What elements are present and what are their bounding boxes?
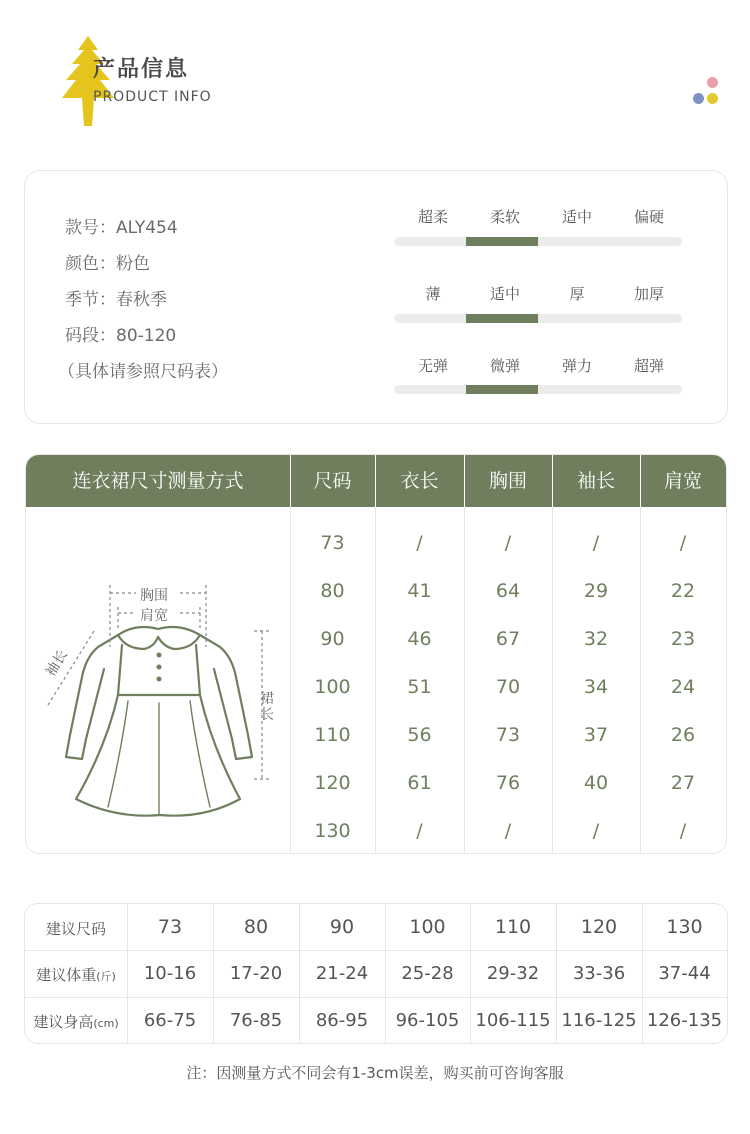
table-cell: 110 bbox=[494, 916, 532, 938]
table-cell: / bbox=[592, 820, 600, 842]
header-divider bbox=[290, 455, 291, 507]
table-cell: 106-115 bbox=[475, 1010, 551, 1031]
thickness-label-2: 适中 bbox=[489, 285, 520, 303]
table-cell: 100 bbox=[409, 916, 446, 938]
table-cell: 17-20 bbox=[229, 963, 283, 984]
row-label-weight bbox=[25, 964, 127, 985]
header-size: 尺码 bbox=[313, 470, 352, 492]
softness-label-1: 超柔 bbox=[417, 208, 448, 226]
chest-label: 胸围 bbox=[140, 588, 168, 604]
table-cell: 120 bbox=[580, 916, 618, 938]
row-label-text: 建议尺码 bbox=[45, 920, 106, 938]
header-divider bbox=[640, 455, 641, 507]
table-cell: 73 bbox=[495, 724, 521, 746]
table-cell: / bbox=[504, 532, 512, 554]
table-cell: 40 bbox=[583, 772, 609, 794]
thickness-scale bbox=[394, 314, 682, 323]
model-number: 款号：ALY454 bbox=[65, 218, 178, 238]
table-cell: 61 bbox=[407, 772, 432, 794]
softness-indicator bbox=[466, 237, 538, 246]
size-range-info: 码段：80-120 bbox=[65, 326, 177, 346]
skirt-length-label: 裙长 bbox=[260, 691, 274, 723]
table-cell: 86-95 bbox=[315, 1010, 369, 1031]
table-cell: 10-16 bbox=[143, 963, 197, 984]
table-cell: 56 bbox=[407, 724, 432, 746]
header-divider bbox=[464, 455, 465, 507]
table-cell: / bbox=[679, 820, 687, 842]
table-cell: 27 bbox=[670, 772, 696, 794]
table-cell: 130 bbox=[314, 820, 351, 842]
size-chart-hint: （具体请参照尺码表） bbox=[58, 362, 228, 382]
table-cell: 80 bbox=[320, 580, 345, 602]
yellow-dot bbox=[707, 93, 718, 104]
header-divider bbox=[552, 455, 553, 507]
table-cell: 32 bbox=[583, 628, 609, 650]
table-cell: 41 bbox=[407, 580, 432, 602]
table-cell: 37-44 bbox=[658, 963, 711, 984]
table-cell: 90 bbox=[320, 628, 345, 650]
thickness-label-3: 厚 bbox=[569, 285, 585, 303]
header-shoulder: 肩宽 bbox=[663, 470, 702, 492]
table-cell: / bbox=[504, 820, 512, 842]
season-info: 季节：春秋季 bbox=[65, 290, 167, 310]
softness-label-4: 偏硬 bbox=[633, 208, 664, 226]
dress-measurement-diagram bbox=[26, 507, 290, 853]
row-label-text: 建议体重 bbox=[36, 966, 97, 984]
row-label-size bbox=[25, 918, 127, 939]
softness-scale bbox=[394, 237, 682, 246]
table-cell: 23 bbox=[670, 628, 696, 650]
table-cell: 100 bbox=[314, 676, 351, 698]
table-cell: 37 bbox=[583, 724, 609, 746]
row-divider bbox=[25, 950, 727, 951]
blue-dot bbox=[693, 93, 704, 104]
color-info: 颜色：粉色 bbox=[65, 254, 150, 274]
page-subtitle: PRODUCT INFO bbox=[93, 89, 212, 105]
sleeve-label: 袖长 bbox=[42, 647, 72, 680]
thickness-label-4: 加厚 bbox=[633, 285, 664, 303]
softness-label-3: 适中 bbox=[561, 208, 592, 226]
table-cell: 26 bbox=[670, 724, 696, 746]
table-cell: 24 bbox=[670, 676, 696, 698]
thickness-indicator bbox=[466, 314, 538, 323]
table-cell: / bbox=[416, 820, 423, 842]
header-divider bbox=[375, 455, 376, 507]
elasticity-label-3: 弹力 bbox=[561, 357, 592, 375]
table-cell: 34 bbox=[583, 676, 609, 698]
table-cell: 76 bbox=[495, 772, 521, 794]
table-cell: 67 bbox=[495, 628, 521, 650]
table-cell: 29-32 bbox=[486, 963, 540, 984]
measurement-note: 注：因测量方式不同会有1-3cm误差，购买前可咨询客服 bbox=[186, 1064, 564, 1082]
table-cell: 73 bbox=[320, 532, 345, 554]
table-cell: 46 bbox=[407, 628, 432, 650]
row-label-height bbox=[25, 1011, 127, 1032]
table-cell: 51 bbox=[407, 676, 432, 698]
header-measure-method: 连衣裙尺寸测量方式 bbox=[72, 470, 244, 492]
table-cell: 21-24 bbox=[315, 963, 369, 984]
row-divider bbox=[25, 997, 727, 998]
row-label-unit: (cm) bbox=[93, 1017, 119, 1030]
row-label-text: 建议身高 bbox=[33, 1013, 94, 1031]
page-title: 产品信息 bbox=[93, 57, 190, 82]
table-cell: 64 bbox=[495, 580, 521, 602]
table-cell: 96-105 bbox=[395, 1010, 460, 1031]
table-cell: / bbox=[416, 532, 423, 554]
elasticity-scale bbox=[394, 385, 682, 394]
header-sleeve: 袖长 bbox=[576, 470, 615, 492]
table-cell: 33-36 bbox=[572, 963, 626, 984]
table-cell: / bbox=[679, 532, 687, 554]
table-cell: 126-135 bbox=[646, 1010, 723, 1031]
header-chest: 胸围 bbox=[488, 470, 527, 492]
table-cell: 29 bbox=[583, 580, 609, 602]
size-table bbox=[25, 454, 727, 854]
table-cell: 80 bbox=[243, 916, 269, 938]
table-cell: 130 bbox=[666, 916, 703, 938]
row-label-unit: (斤) bbox=[96, 970, 116, 983]
elasticity-label-2: 微弹 bbox=[489, 357, 520, 375]
table-cell: / bbox=[592, 532, 600, 554]
softness-label-2: 柔软 bbox=[489, 208, 520, 226]
table-cell: 90 bbox=[329, 916, 355, 938]
table-cell: 25-28 bbox=[401, 963, 454, 984]
header-length: 衣长 bbox=[400, 470, 439, 492]
elasticity-label-4: 超弹 bbox=[633, 357, 664, 375]
elasticity-label-1: 无弹 bbox=[417, 357, 448, 375]
recommend-table bbox=[24, 903, 728, 1044]
table-cell: 120 bbox=[314, 772, 351, 794]
table-cell: 66-75 bbox=[143, 1010, 197, 1031]
table-cell: 73 bbox=[157, 916, 183, 938]
table-cell: 76-85 bbox=[229, 1010, 283, 1031]
shoulder-label: 肩宽 bbox=[140, 608, 168, 624]
table-cell: 110 bbox=[314, 724, 351, 746]
table-cell: 70 bbox=[495, 676, 521, 698]
table-cell: 116-125 bbox=[561, 1010, 637, 1031]
elasticity-indicator bbox=[466, 385, 538, 394]
table-cell: 22 bbox=[670, 580, 696, 602]
pink-dot bbox=[707, 77, 718, 88]
thickness-label-1: 薄 bbox=[425, 285, 441, 303]
